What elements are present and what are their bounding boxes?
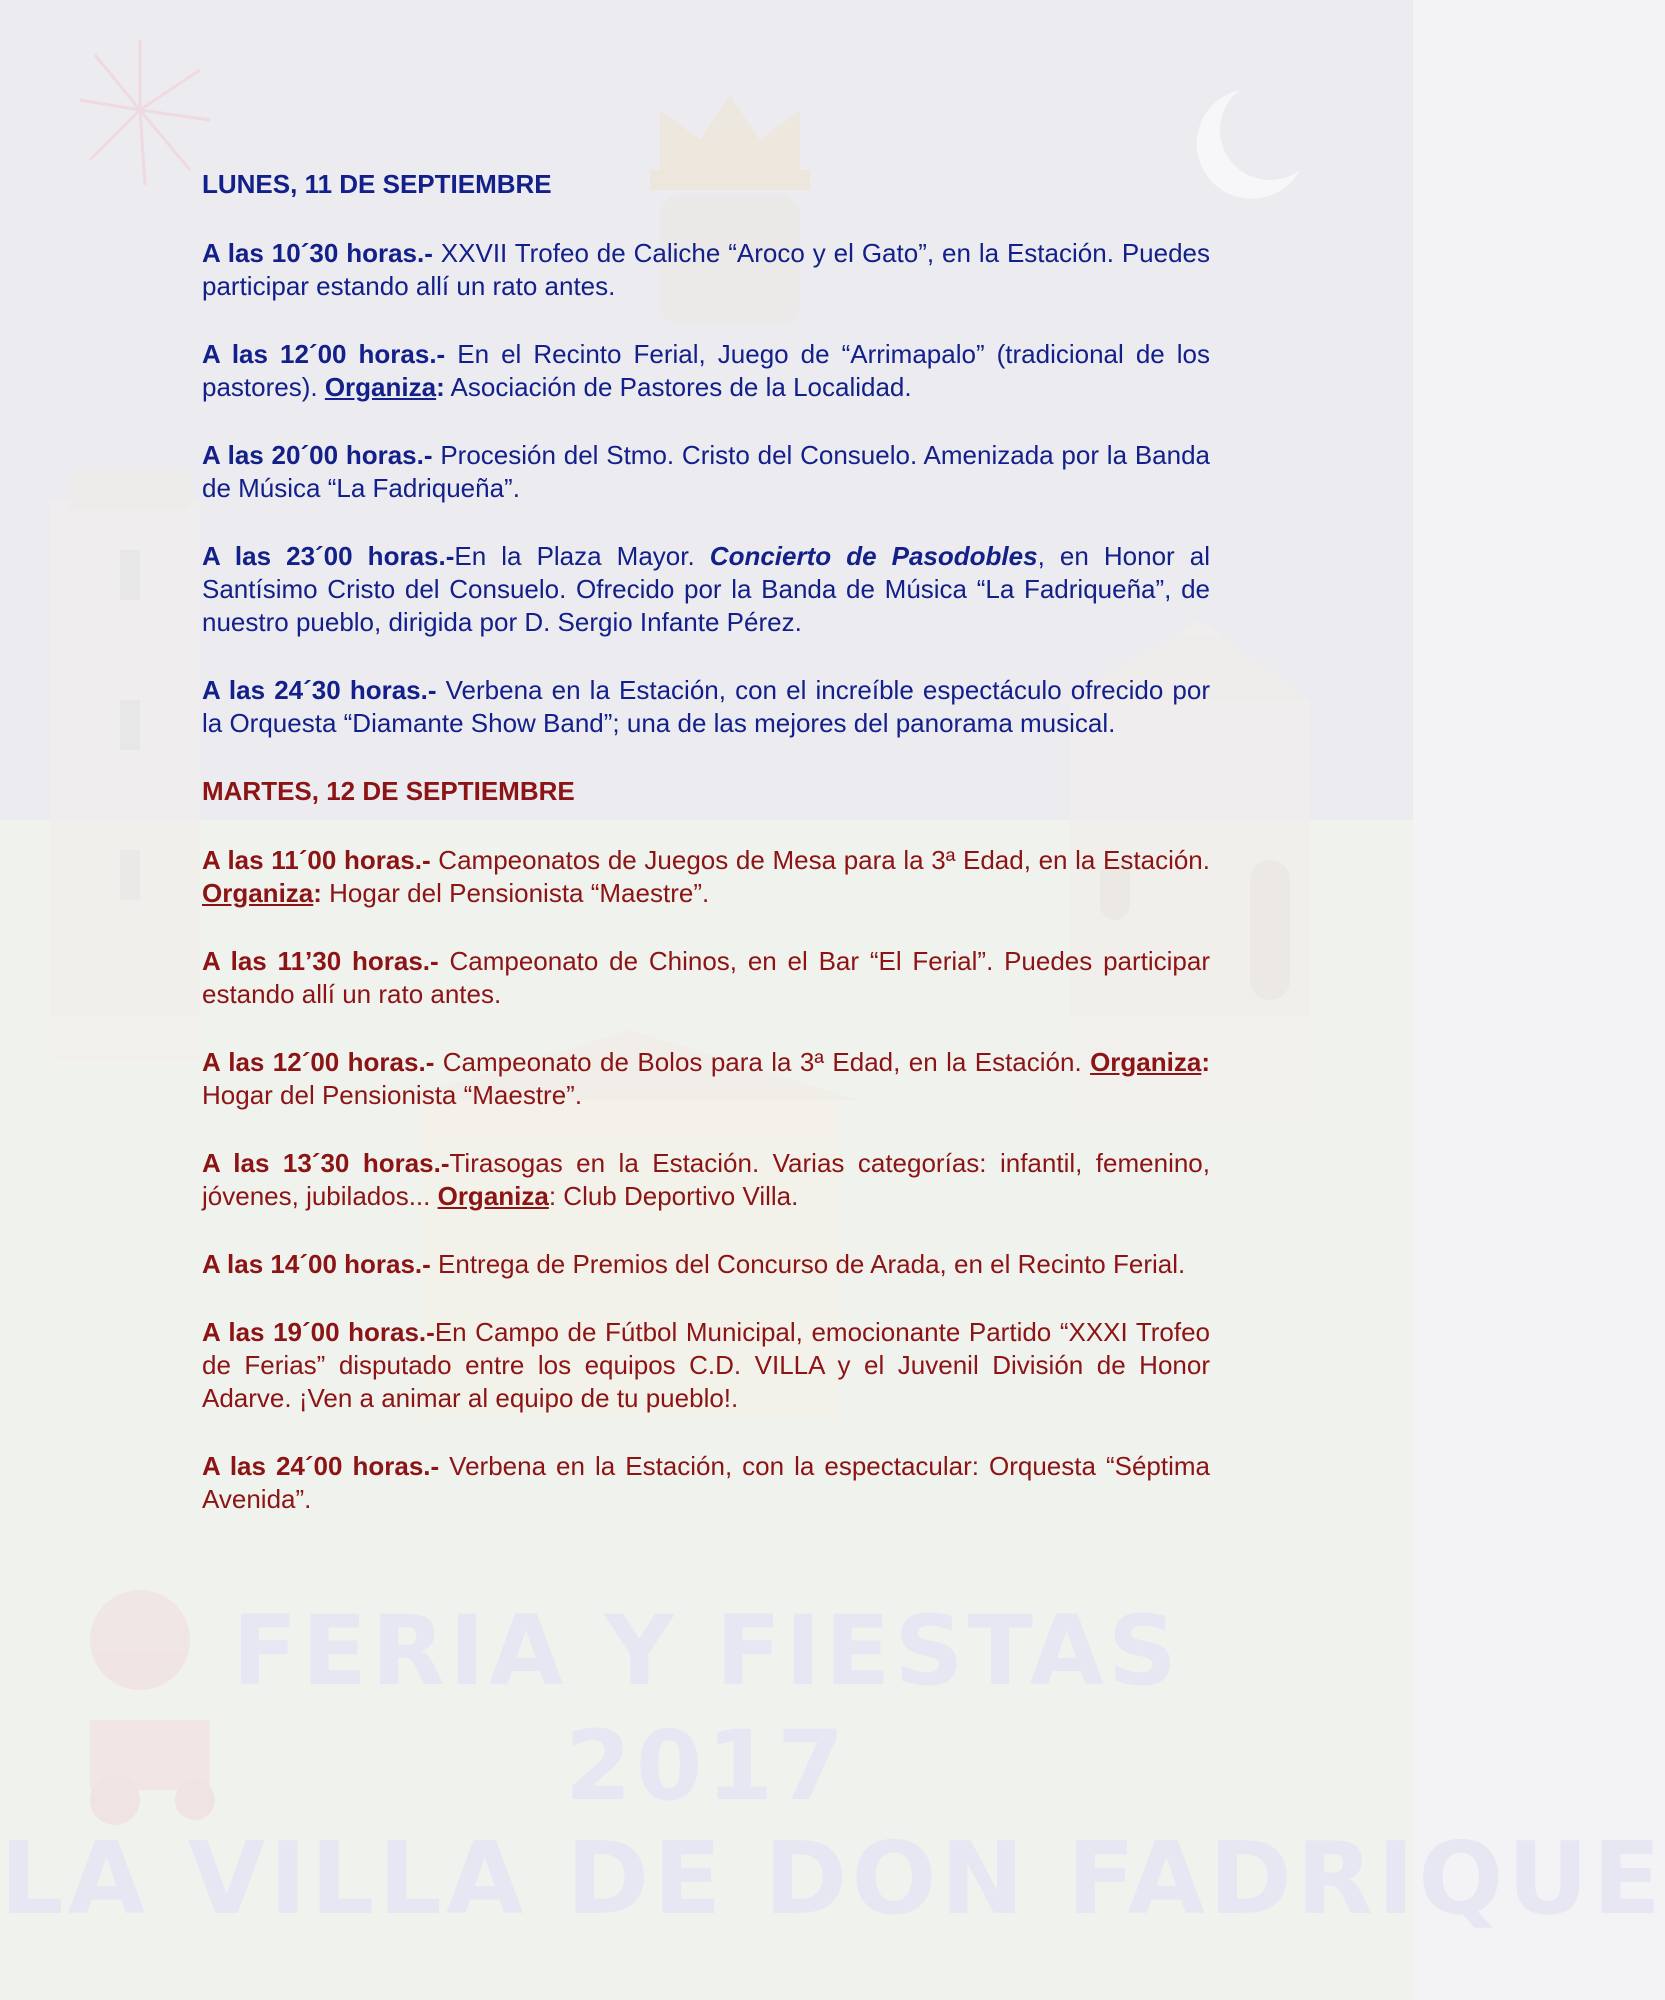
program-content xyxy=(202,168,1210,1551)
organiza-label: Organiza xyxy=(202,878,314,908)
organiza-label: Organiza xyxy=(437,1181,549,1211)
event-time: A las 23´00 horas.- xyxy=(202,541,455,571)
organiza-label: Organiza xyxy=(324,372,437,402)
event-text: En la Plaza Mayor. xyxy=(454,541,710,571)
event-item xyxy=(202,540,1210,639)
event-time: A las 24´00 horas.- xyxy=(202,1451,440,1481)
event-item xyxy=(202,844,1210,910)
event-time: A las 13´30 horas.- xyxy=(202,1148,450,1178)
event-time: A las 11’30 horas.- xyxy=(202,946,439,976)
event-item xyxy=(202,1450,1210,1516)
tower-icon xyxy=(50,470,200,1060)
event-text: Verbena en la Estación, con el increíble espectáculo ofrecido por la Orquesta “Diamante Show Band”; una de las mejores del panorama musical. xyxy=(202,675,1210,738)
event-time: A las 12´00 horas.- xyxy=(202,1047,435,1077)
event-highlight: Concierto de Pasodobles xyxy=(709,541,1038,571)
organizer-text: Hogar del Pensionista “Maestre”. xyxy=(202,1080,583,1110)
background-title-line-1: FERIA Y FIESTAS xyxy=(232,1595,1181,1707)
event-item xyxy=(202,1046,1210,1112)
event-item xyxy=(202,1248,1210,1281)
event-time: A las 14´00 horas.- xyxy=(202,1249,431,1279)
event-item xyxy=(202,1316,1210,1415)
event-text: Campeonato de Bolos para la 3ª Edad, en la Estación. xyxy=(434,1047,1091,1077)
event-text: Campeonato de Chinos, en el Bar “El Ferial”. Puedes participar estando allí un rato antes. xyxy=(202,946,1210,1009)
organiza-colon: : xyxy=(313,878,322,908)
event-time: A las 11´00 horas.- xyxy=(202,845,431,875)
event-time: A las 24´30 horas.- xyxy=(202,675,437,705)
event-item xyxy=(202,1147,1210,1213)
event-text: XXVII Trofeo de Caliche “Aroco y el Gato”, en la Estación. Puedes participar estando allí un rato antes. xyxy=(202,238,1211,301)
event-text: Entrega de Premios del Concurso de Arada, en el Recinto Ferial. xyxy=(430,1249,1186,1279)
day-heading-tuesday: MARTES, 12 DE SEPTIEMBRE xyxy=(202,776,575,806)
organiza-colon: : xyxy=(436,372,445,402)
event-time: A las 20´00 horas.- xyxy=(202,440,433,470)
event-text: Procesión del Stmo. Cristo del Consuelo. Amenizada por la Banda de Música “La Fadriqueña”. xyxy=(202,440,1211,503)
background-title-line-2: 2017 xyxy=(564,1710,849,1822)
organizer-text: : Club Deportivo Villa. xyxy=(548,1181,799,1211)
event-item xyxy=(202,674,1210,740)
organiza-label: Organiza xyxy=(1090,1047,1202,1077)
event-item xyxy=(202,338,1210,404)
event-text-continued: , en Honor al Santísimo Cristo del Consuelo. Ofrecido por la Banda de Música “La Fadriqueña”, de nuestro pueblo, dirigida por D. Sergio Infante Pérez. xyxy=(202,541,1211,637)
event-time: A las 10´30 horas.- xyxy=(202,238,433,268)
event-text: Campeonatos de Juegos de Mesa para la 3ª Edad, en la Estación. xyxy=(430,845,1210,875)
event-text: En el Recinto Ferial, Juego de “Arrimapalo” (tradicional de los pastores). xyxy=(202,339,1211,402)
event-time: A las 12´00 horas.- xyxy=(202,339,446,369)
event-item xyxy=(202,237,1210,303)
event-text: En Campo de Fútbol Municipal, emocionante Partido “XXXI Trofeo de Ferias” disputado entre los equipos C.D. VILLA y el Juvenil División de Honor Adarve. ¡Ven a animar al equipo de tu pueblo!. xyxy=(202,1317,1210,1413)
organizer-text: Hogar del Pensionista “Maestre”. xyxy=(321,878,710,908)
day-heading-monday: LUNES, 11 DE SEPTIEMBRE xyxy=(202,169,552,199)
event-item xyxy=(202,945,1210,1011)
event-time: A las 19´00 horas.- xyxy=(202,1317,435,1347)
organiza-colon: : xyxy=(1201,1047,1210,1077)
event-item xyxy=(202,439,1210,505)
background-title-line-3: LA VILLA DE DON FADRIQUE xyxy=(0,1820,1665,1937)
event-text: Tirasogas en la Estación. Varias categorías: infantil, femenino, jóvenes, jubilados... xyxy=(202,1148,1210,1211)
event-text: Verbena en la Estación, con la espectacular: Orquesta “Séptima Avenida”. xyxy=(202,1451,1210,1514)
organizer-text: Asociación de Pastores de la Localidad. xyxy=(444,372,912,402)
